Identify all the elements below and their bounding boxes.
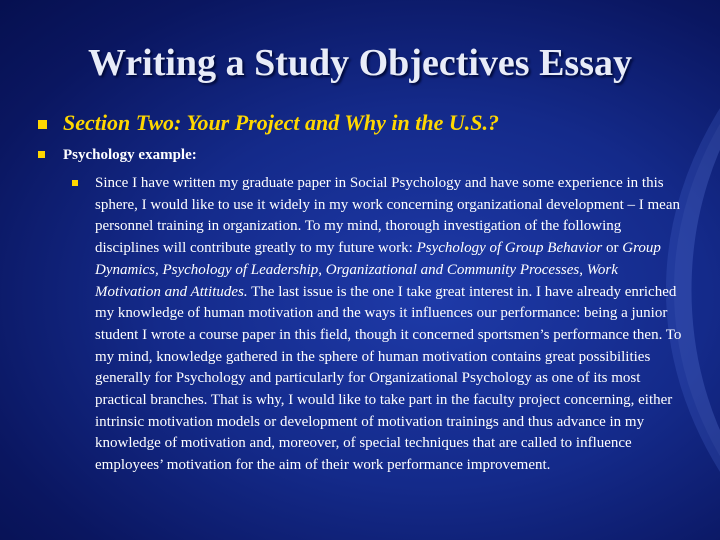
square-bullet-icon	[38, 151, 45, 158]
square-bullet-icon	[38, 120, 47, 129]
paragraph-text: The last issue is the one I take great interest in. I have already enriched my knowledge of human motivation and the ways it influences our performance: being a junior student I wrote a course paper in this field, though it concerned sportsmen’s performance then. To my mind, knowledge gathered in the sphere of human motivation contains great possibilities generally for Psychology and particularly for Organizational Psychology as one of its most practical branches. That is why, I would like to take part in the faculty project concerning, either intrinsic motivation models or development of motivation trainings and thus advance in my knowledge of motivation and, moreover, of special techniques that are called to influence employees’ motivation for the aim of their work performance improvement.	[95, 283, 682, 474]
example-label-item	[38, 145, 197, 165]
paragraph-text: ,	[579, 261, 587, 278]
paragraph-text: or	[602, 240, 623, 257]
example-label: Psychology example:	[63, 147, 197, 163]
section-heading-item	[38, 110, 698, 136]
square-bullet-icon	[72, 180, 78, 186]
example-paragraph	[95, 173, 682, 477]
discipline-name: Work Motivation and Attitudes.	[95, 261, 618, 300]
discipline-name: Organizational and Community Processes	[325, 261, 580, 278]
slide-title: Writing a Study Objectives Essay	[87, 42, 632, 84]
discipline-name: Psychology of Group Behavior	[416, 240, 603, 257]
paragraph-text: ,	[318, 261, 326, 278]
discipline-name: Group Dynamics, Psychology of Leadership	[95, 240, 661, 278]
paragraph-text: Since I have written my graduate paper in Social Psychology and have some experience in this sphere, I would like to use it widely in my work concerning organizational development – I mean personnel training in organization. To my mind, thorough investigation of the following disciplines will contribute greatly to my future work:	[95, 175, 680, 257]
example-paragraph-item	[72, 173, 682, 477]
section-heading: Section Two: Your Project and Why in the U.S.?	[63, 110, 499, 135]
